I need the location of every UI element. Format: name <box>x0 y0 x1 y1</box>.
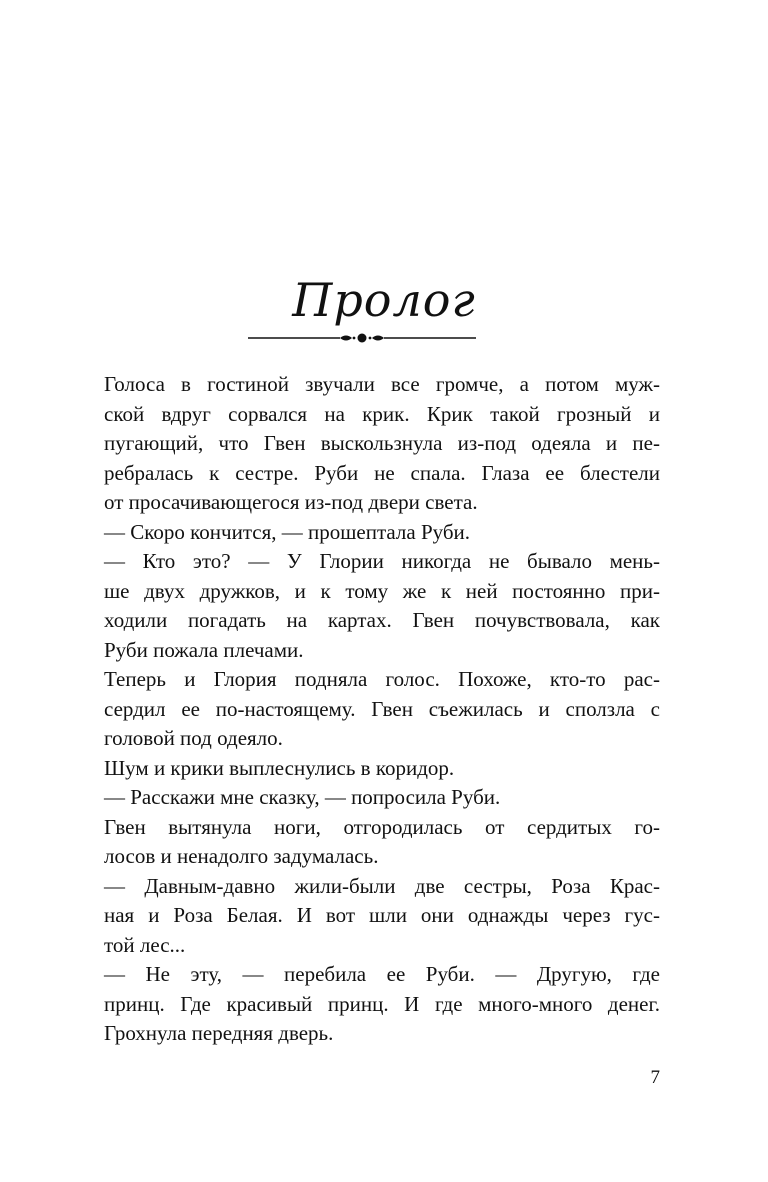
text-line: — Давным-давно жили-были две сестры, Роза Крас- <box>104 873 660 898</box>
text-line: от просачивающегося из-под двери света. <box>104 490 478 514</box>
text-line: той лес... <box>104 932 186 957</box>
text-line: пугающий, что Гвен выскользнула из-под одеяла и пе- <box>104 431 660 455</box>
text-line: ше двух дружков, и к тому же к ней постоянно при- <box>104 578 660 603</box>
text-line: — Расскажи мне сказку, — попросила Руби. <box>104 785 501 809</box>
text-line: — Не эту, — перебила ее Руби. — Другую, где <box>104 962 660 986</box>
text-line: ребралась к сестре. Руби не спала. Глаза ее блестели <box>104 460 660 485</box>
chapter-title: Пролог <box>292 273 476 327</box>
text-line: Грохнула передняя дверь. <box>104 1021 334 1045</box>
text-line: — Скоро кончится, — прошептала Руби. <box>104 519 471 544</box>
text-line: принц. Где красивый принц. И где много-много денег. <box>104 991 660 1016</box>
body-text <box>104 370 660 1049</box>
ornament-divider-icon <box>248 330 476 346</box>
text-line: лосов и ненадолго задумалась. <box>104 844 379 868</box>
text-line: Шум и крики выплеснулись в коридор. <box>104 755 455 780</box>
text-line: Голоса в гостиной звучали все громче, а потом муж- <box>104 372 660 396</box>
text-line: ской вдруг сорвался на крик. Крик такой грозный и <box>104 401 660 426</box>
text-line: головой под одеяло. <box>104 726 283 750</box>
text-line: Теперь и Глория подняла голос. Похоже, кто-то рас- <box>104 667 660 691</box>
text-line: сердил ее по-настоящему. Гвен съежилась и сползла с <box>104 696 660 721</box>
page-number: 7 <box>650 1067 660 1088</box>
text-line: — Кто это? — У Глории никогда не бывало мень- <box>104 549 660 573</box>
text-line: Гвен вытянула ноги, отгородилась от сердитых го- <box>104 814 660 839</box>
text-line: ходили погадать на картах. Гвен почувствовала, как <box>104 608 660 632</box>
text-line: ная и Роза Белая. И вот шли они однажды через гус- <box>104 903 660 927</box>
text-line: Руби пожала плечами. <box>104 637 304 662</box>
